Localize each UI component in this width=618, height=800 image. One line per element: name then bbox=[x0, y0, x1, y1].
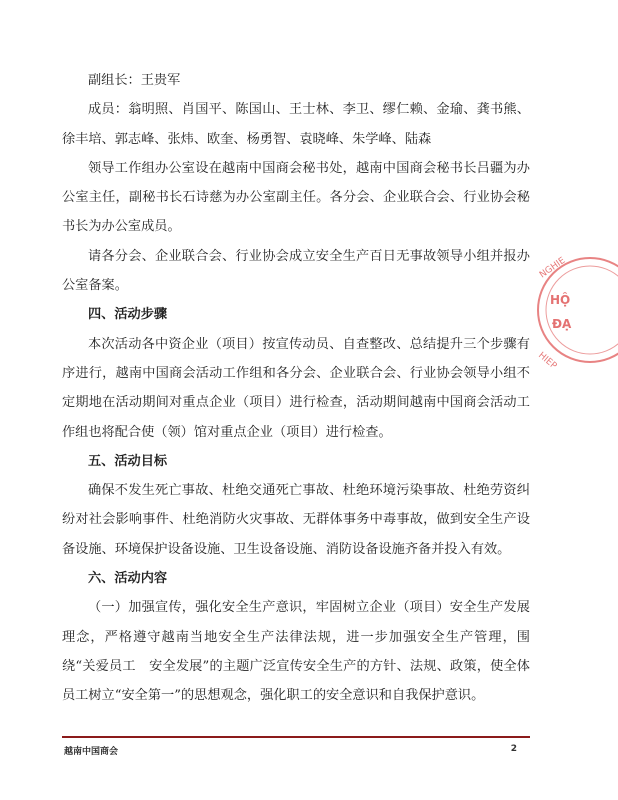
svg-text:ĐẠ: ĐẠ bbox=[552, 317, 572, 331]
section-heading-content: 六、活动内容 bbox=[88, 571, 168, 587]
svg-text:NGHIE: NGHIE bbox=[537, 255, 568, 281]
section-heading-goals: 五、活动目标 bbox=[88, 453, 168, 469]
filing-paragraph: 请各分会、企业联合会、行业协会成立安全生产百日无事故领导小组并报办公室备案。 bbox=[62, 248, 530, 294]
svg-text:HỘ: HỘ bbox=[550, 293, 571, 307]
goals-paragraph: 确保不发生死亡事故、杜绝交通死亡事故、杜绝环境污染事故、杜绝劳资纠纷对社会影响事件、杜绝消防火灾事故、无群体事务中毒事故，做到安全生产设备设施、环境保护设备设施、卫生设备设施、消防设备设施齐备并投入有效。 bbox=[62, 483, 530, 557]
steps-paragraph: 本次活动各中资企业（项目）按宣传动员、自查整改、总结提升三个步骤有序进行，越南中国商会活动工作组和各分会、企业联合会、行业协会领导小组不定期地在活动期间对重点企业（项目）进行检查，活动期间越南中国商会活动工作组也将配合使（领）馆对重点企业（项目）进行检查。 bbox=[62, 336, 530, 440]
svg-text:HIEP: HIEP bbox=[536, 350, 559, 372]
seal-stamp bbox=[528, 248, 618, 372]
content-item-1-paragraph: （一）加强宣传，强化安全生产意识，牢固树立企业（项目）安全生产发展理念，严格遵守越南当地安全生产法律法规，进一步加强安全生产管理，围绕“关爱员工 安全发展”的主题广泛宣传安全生产的方针、法规、政策，使全体员工树立“安全第一”的思想观念，强化职工的安全意识和自我保护意识。 bbox=[62, 600, 530, 704]
deputy-leader-line: 副组长：王贵军 bbox=[88, 73, 181, 88]
office-paragraph: 领导工作组办公室设在越南中国商会秘书处，越南中国商会秘书长吕疆为办公室主任，副秘书长石诗慈为办公室副主任。各分会、企业联合会、行业协会秘书长为办公室成员。 bbox=[62, 160, 530, 235]
page-number: 2 bbox=[510, 744, 517, 754]
footer-org-name: 越南中国商会 bbox=[64, 747, 119, 757]
footer-rule bbox=[62, 736, 530, 738]
members-paragraph: 成员：翁明照、肖国平、陈国山、王士林、李卫、缪仁赖、金瑜、龚书熊、徐丰培、郭志峰、张炜、欧奎、杨勇智、袁晓峰、朱学峰、陆森 bbox=[62, 102, 530, 147]
document-body bbox=[62, 66, 530, 711]
section-heading-steps: 四、活动步骤 bbox=[88, 307, 168, 323]
